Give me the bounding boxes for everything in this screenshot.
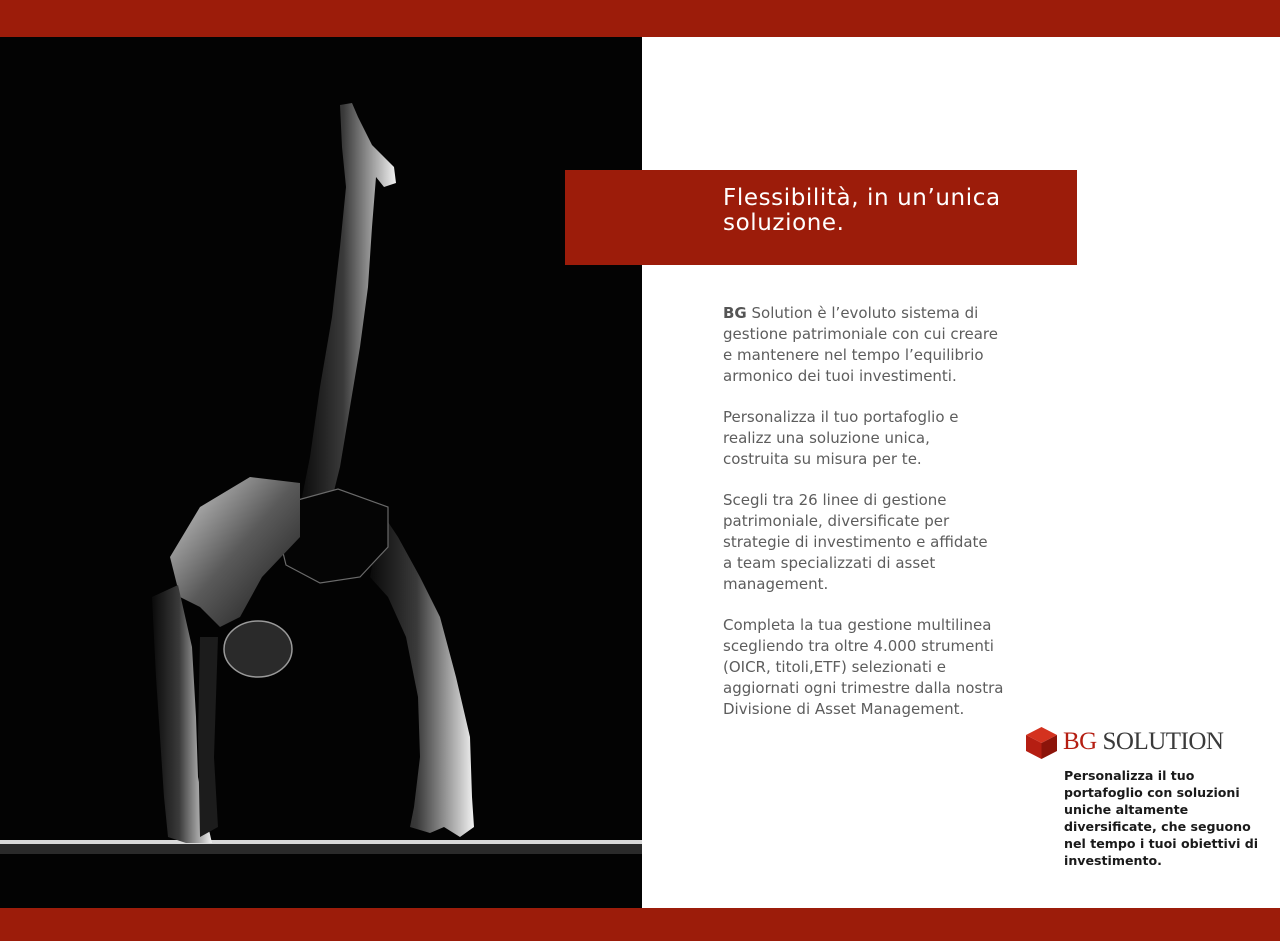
tagline: Personalizza il tuo portafoglio con soluzioni uniche altamente diversificate, che seguono nel tempo i tuoi obiettivi di investimento. [1064,768,1259,868]
headline-banner [565,170,1077,265]
bottom-accent-band [0,908,1280,941]
gymnast-silhouette [0,37,642,908]
body-paragraph: Scegli tra 26 linee di gestione patrimoniale, diversificate per strategie di investimento e affidate a team specializzati di asset management. [723,491,988,593]
brand-inline: BG [723,304,747,322]
cube-logo-icon [1025,726,1058,760]
body-paragraph: Personalizza il tuo portafoglio e realizz una soluzione unica, costruita su misura per te. [723,408,959,468]
body-copy [723,303,1023,740]
headline: Flessibilità, in un’unica soluzione. [723,185,1001,236]
brand-logo [1025,724,1265,762]
body-paragraph: Completa la tua gestione multilinea scegliendo tra oltre 4.000 strumenti (OICR, titoli,ETF) selezionati e aggiornati ogni trimestre dalla nostra Divisione di Asset Management. [723,616,1004,718]
body-paragraph-intro [723,303,1023,387]
body-paragraph-intro-text: Solution è l’evoluto sistema di gestione patrimoniale con cui creare e mantenere nel tempo l’equilibrio armonico dei tuoi investimenti. [723,304,999,385]
gymnast-photo [0,37,642,908]
logo-wordmark-solution: SOLUTION [1096,728,1224,755]
logo-wordmark [1063,726,1223,758]
top-accent-band [0,0,1280,37]
logo-wordmark-bg: BG [1063,728,1097,755]
